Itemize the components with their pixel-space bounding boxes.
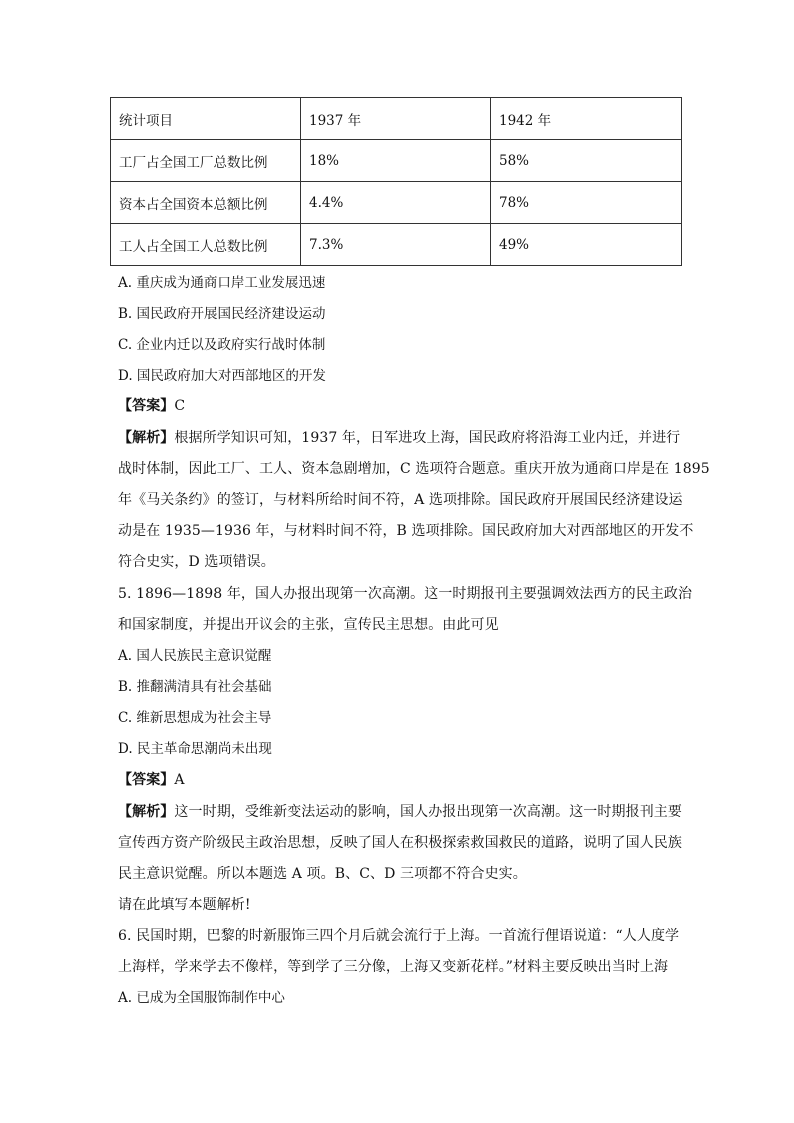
table-cell: 4.4% xyxy=(301,182,491,224)
q4-analysis-line xyxy=(118,428,680,448)
q4-option-b: B. 国民政府开展国民经济建设运动 xyxy=(118,306,326,322)
table-header-cell: 1937 年 xyxy=(301,98,491,140)
q5-stem-line: 5. 1896—1898 年，国人办报出现第一次高潮。这一时期报刊主要强调效法西方的民主政治 xyxy=(118,586,693,602)
q4-option-a: A. 重庆成为通商口岸工业发展迅速 xyxy=(118,275,326,291)
table-row xyxy=(111,224,682,266)
table-cell: 工厂占全国工厂总数比例 xyxy=(111,140,301,182)
answer-value: C xyxy=(174,398,186,414)
table-cell: 工人占全国工人总数比例 xyxy=(111,224,301,266)
table-row xyxy=(111,182,682,224)
q4-analysis-line: 年《马关条约》的签订，与材料所给时间不符，A 选项排除。国民政府开展国民经济建设运 xyxy=(118,492,683,508)
table-row xyxy=(111,140,682,182)
table-cell: 49% xyxy=(491,224,682,266)
answer-value: A xyxy=(174,772,185,788)
statistics-table xyxy=(110,97,682,266)
table-header-row xyxy=(111,98,682,140)
table-cell: 78% xyxy=(491,182,682,224)
q4-answer xyxy=(118,396,185,416)
answer-tag: 【答案】 xyxy=(118,772,175,788)
q6-stem-line: 6. 民国时期，巴黎的时新服饰三四个月后就会流行于上海。一首流行俚语说道：“人人度学 xyxy=(118,928,680,944)
q4-option-c: C. 企业内迁以及政府实行战时体制 xyxy=(118,337,326,353)
q5-analysis-line xyxy=(118,802,682,822)
q4-analysis-line: 符合史实，D 选项错误。 xyxy=(118,554,275,570)
q5-option-b: B. 推翻满清具有社会基础 xyxy=(118,679,272,695)
q4-analysis-line: 动是在 1935—1936 年，与材料时间不符，B 选项排除。国民政府加大对西部地区的开发不 xyxy=(118,523,694,539)
q4-analysis-line: 战时体制，因此工厂、工人、资本急剧增加，C 选项符合题意。重庆开放为通商口岸是在 1895 xyxy=(118,461,710,477)
analysis-text: 根据所学知识可知，1937 年，日军进攻上海，国民政府将沿海工业内迁，并进行 xyxy=(174,430,681,446)
q5-stem-line: 和国家制度，并提出开议会的主张，宣传民主思想。由此可见 xyxy=(118,617,499,633)
table-cell: 18% xyxy=(301,140,491,182)
q4-option-d: D. 国民政府加大对西部地区的开发 xyxy=(118,368,326,384)
q5-analysis-line: 民主意识觉醒。所以本题选 A 项。B、C、D 三项都不符合史实。 xyxy=(118,866,527,882)
answer-tag: 【答案】 xyxy=(118,398,175,414)
q5-option-c: C. 维新思想成为社会主导 xyxy=(118,710,272,726)
q5-option-a: A. 国人民族民主意识觉醒 xyxy=(118,648,272,664)
q6-option-a: A. 已成为全国服饰制作中心 xyxy=(118,990,285,1006)
q6-stem-line: 上海样，学来学去不像样，等到学了三分像，上海又变新花样。”材料主要反映出当时上海 xyxy=(118,959,669,975)
q5-answer xyxy=(118,770,185,790)
table-cell: 7.3% xyxy=(301,224,491,266)
q5-placeholder: 请在此填写本题解析! xyxy=(118,897,251,913)
table-header-cell: 1942 年 xyxy=(491,98,682,140)
table-cell: 资本占全国资本总额比例 xyxy=(111,182,301,224)
table-cell: 58% xyxy=(491,140,682,182)
analysis-tag: 【解析】 xyxy=(118,804,175,820)
analysis-text: 这一时期，受维新变法运动的影响，国人办报出现第一次高潮。这一时期报刊主要 xyxy=(174,804,683,820)
q5-option-d: D. 民主革命思潮尚未出现 xyxy=(118,741,272,757)
analysis-tag: 【解析】 xyxy=(118,430,175,446)
q5-analysis-line: 宣传西方资产阶级民主政治思想，反映了国人在积极探索救国救民的道路，说明了国人民族 xyxy=(118,835,682,851)
table-header-cell: 统计项目 xyxy=(111,98,301,140)
